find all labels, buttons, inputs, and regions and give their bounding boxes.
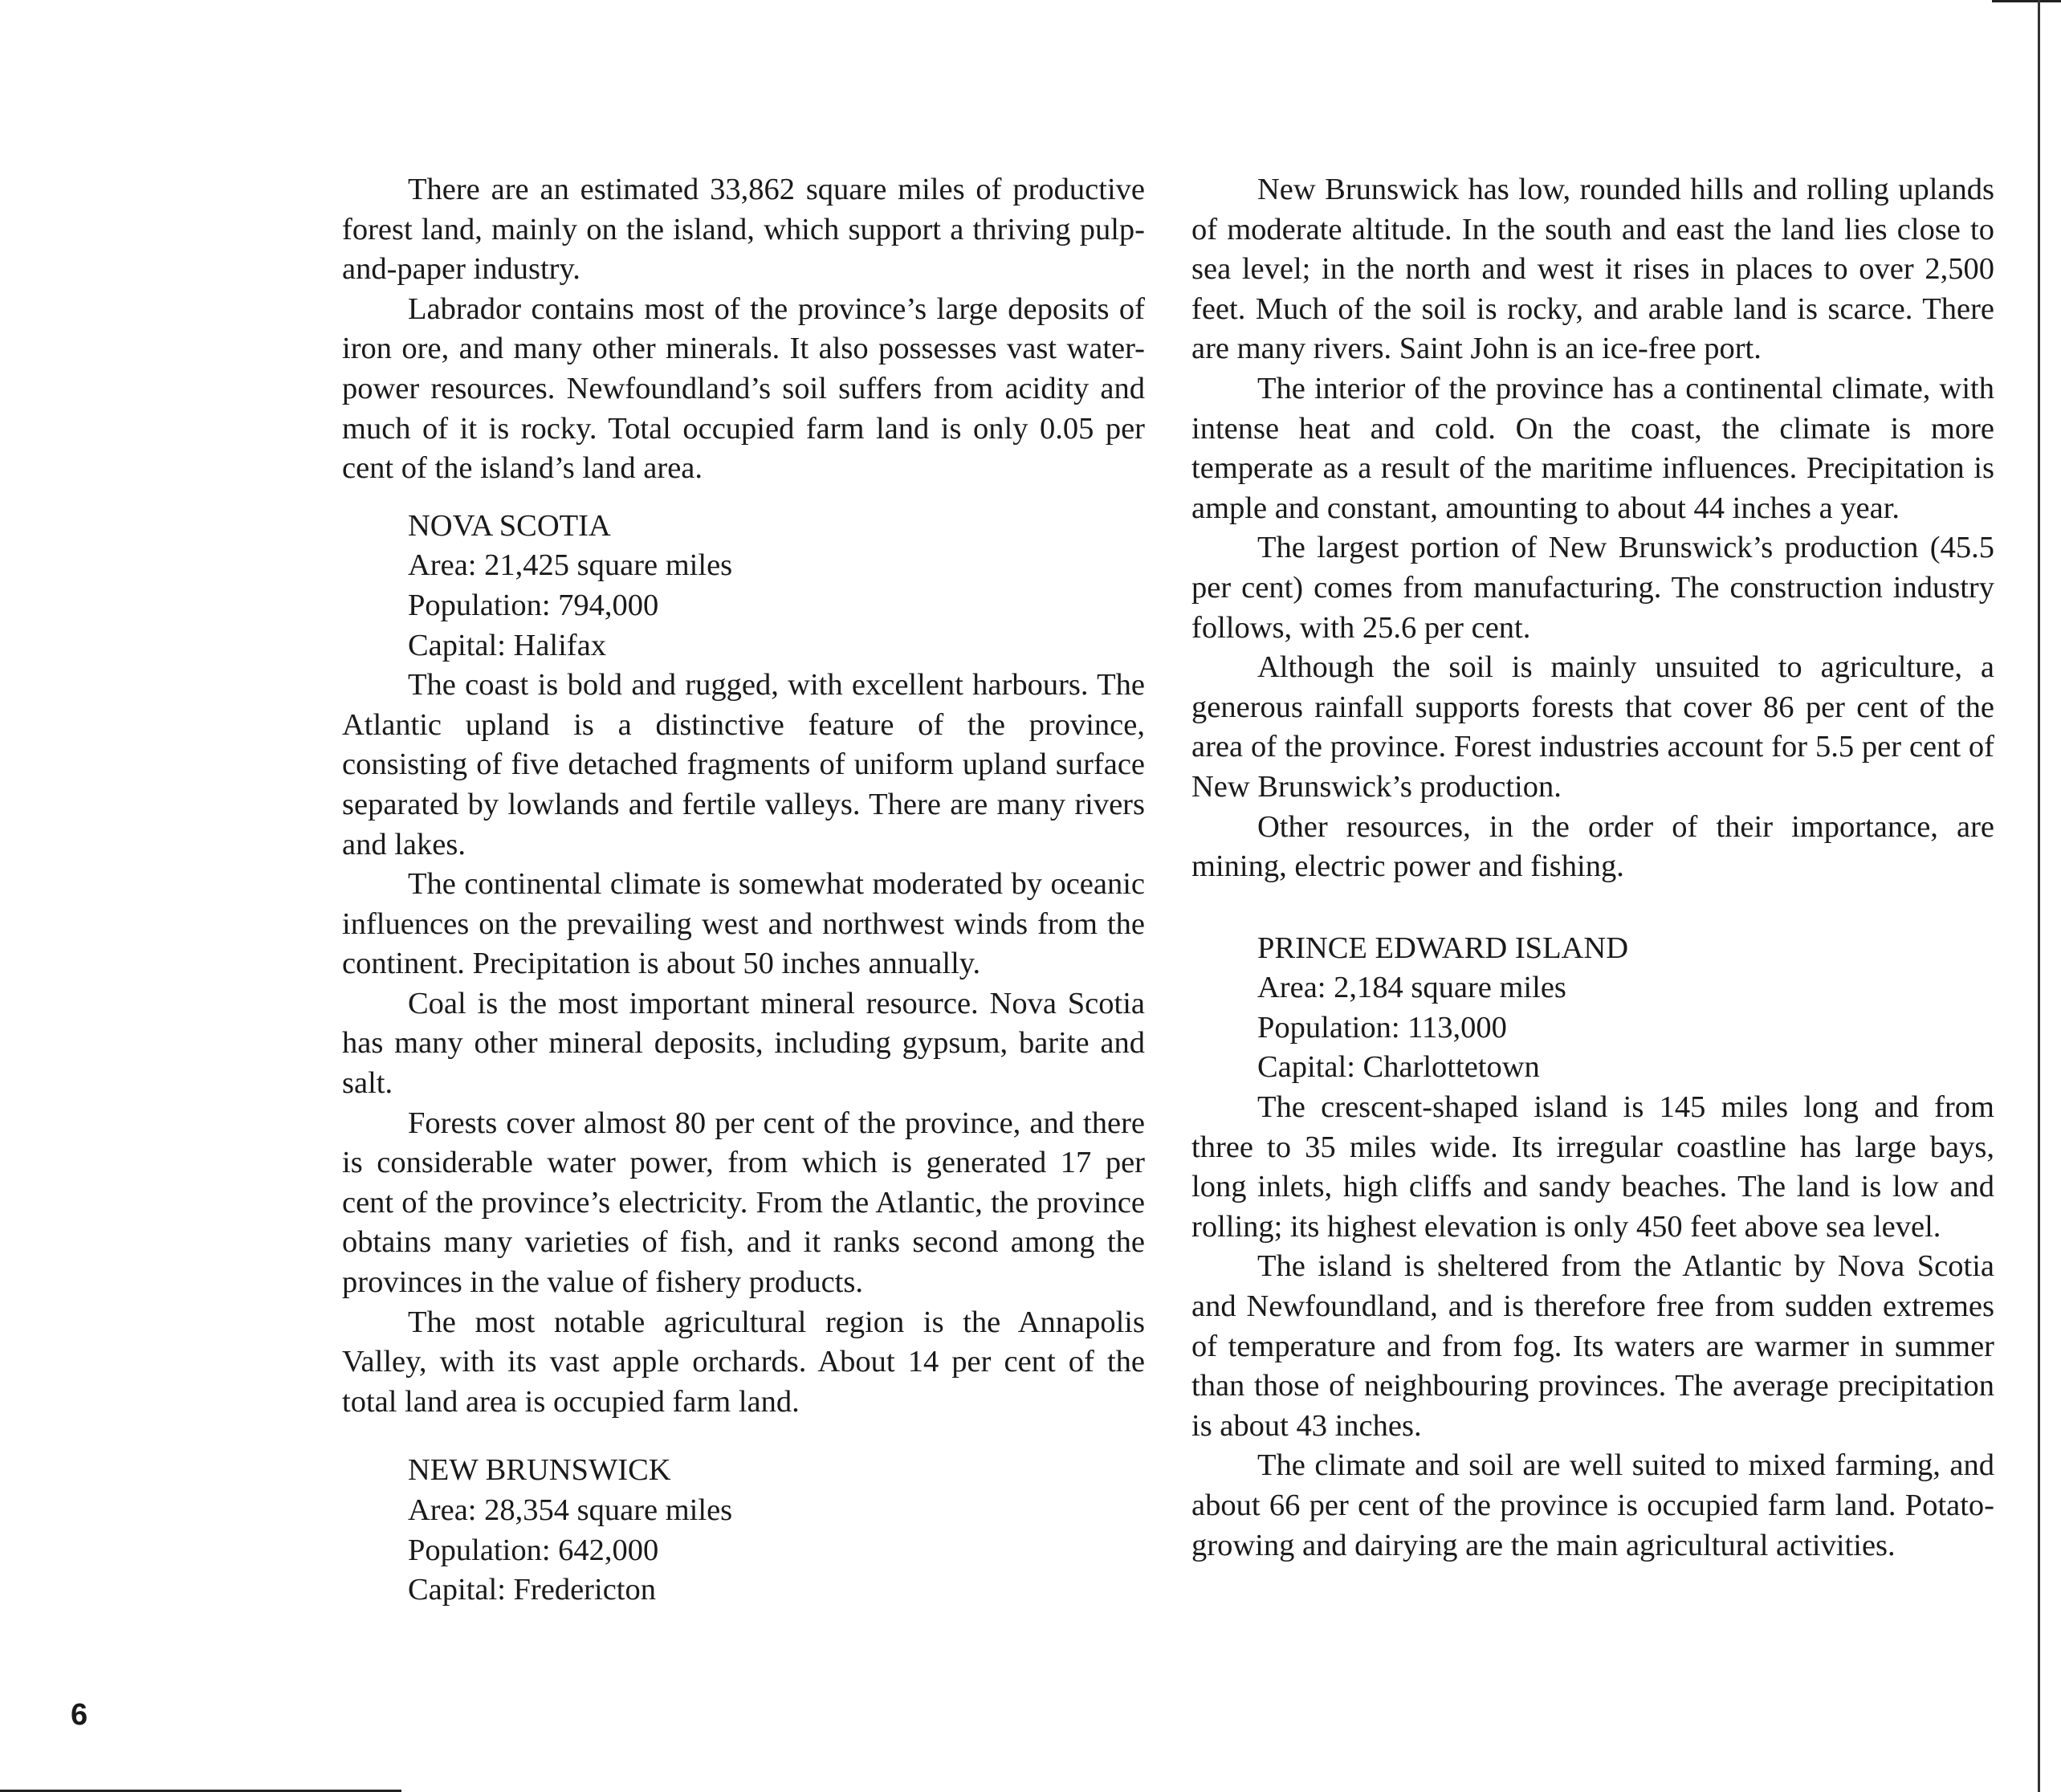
fact-area: Area: 2,184 square miles — [1257, 971, 1566, 1005]
paragraph: The most notable agricultural region is the Annapolis Valley, with its vast apple orchards. About 14 per cent of the total land area is occupied farm land. — [342, 1305, 1145, 1419]
section-heading-new-brunswick: NEW BRUNSWICK — [408, 1453, 671, 1488]
fact-capital: Capital: Charlottetown — [1257, 1050, 1540, 1085]
paragraph: Labrador contains most of the province’s large deposits of iron ore, and many other minerals. It also possesses vast water-power resources. Newfoundland’s soil suffers from acidity and much of it is rocky. Total occupied farm land is only 0.05 per cent of the island’s land area. — [342, 291, 1145, 486]
paragraph: Forests cover almost 80 per cent of the province, and there is considerable water power, from which is generated 17 per cent of the province’s electricity. From the Atlantic, the province obtains many varieties of fish, and it ranks second among the provinces in the value of fishery products. — [342, 1106, 1145, 1300]
fact-population: Population: 794,000 — [408, 588, 659, 622]
fact-population: Population: 113,000 — [1257, 1010, 1507, 1045]
paragraph: There are an estimated 33,862 square miles of productive forest land, mainly on the island, which support a thriving pulp-and-paper industry. — [342, 173, 1145, 287]
paragraph: New Brunswick has low, rounded hills and rolling uplands of moderate altitude. In the south and east the land lies close to sea level; in the north and west it rises in places to over 2,500 feet. Much of the soil is rocky, and arable land is scarce. There are many rivers. Saint John is an ice-free port. — [1191, 173, 1994, 366]
fact-capital: Capital: Fredericton — [408, 1573, 656, 1607]
fact-area: Area: 28,354 square miles — [408, 1493, 733, 1527]
left-column — [342, 170, 1145, 1611]
page-number: 6 — [71, 1698, 88, 1732]
fact-population: Population: 642,000 — [408, 1533, 659, 1567]
paragraph: The continental climate is somewhat moderated by oceanic influences on the prevailing west and northwest winds from the continent. Precipitation is about 50 inches annually. — [342, 867, 1145, 981]
paragraph: The island is sheltered from the Atlantic by Nova Scotia and Newfoundland, and is therefore free from sudden extremes of temperature and from fog. Its waters are warmer in summer than those of neighbouring provinces. The average precipitation is about 43 inches. — [1191, 1249, 1994, 1443]
paragraph: Although the soil is mainly unsuited to agriculture, a generous rainfall supports forests that cover 86 per cent of the area of the province. Forest industries account for 5.5 per cent of New Brunswick’s production. — [1191, 650, 1994, 804]
paragraph: The interior of the province has a continental climate, with intense heat and cold. On the coast, the climate is more temperate as a result of the maritime influences. Precipitation is ample and constant, amounting to about 44 inches a year. — [1191, 371, 1994, 525]
section-heading-nova-scotia: NOVA SCOTIA — [408, 508, 611, 543]
section-heading-prince-edward-island: PRINCE EDWARD ISLAND — [1257, 931, 1628, 965]
paragraph: The crescent-shaped island is 145 miles long and from three to 35 miles wide. Its irregular coastline has large bays, long inlets, high cliffs and sandy beaches. The land is low and rolling; its highest elevation is only 450 feet above sea level. — [1191, 1090, 1994, 1244]
paragraph: The climate and soil are well suited to mixed farming, and about 66 per cent of the province is occupied farm land. Potato-growing and dairying are the main agricultural activities. — [1191, 1448, 1994, 1562]
paragraph: The largest portion of New Brunswick’s production (45.5 per cent) comes from manufacturing. The construction industry follows, with 25.6 per cent. — [1191, 531, 1994, 645]
paragraph: The coast is bold and rugged, with excellent harbours. The Atlantic upland is a distinctive feature of the province, consisting of five detached fragments of uniform upland surface separated by lowlands and fertile valleys. There are many rivers and lakes. — [342, 668, 1145, 861]
scan-edge-top-rule — [1992, 0, 2061, 2]
scan-edge-right-rule — [2038, 0, 2040, 1792]
right-column — [1191, 170, 1994, 1566]
fact-area: Area: 21,425 square miles — [408, 548, 733, 583]
fact-capital: Capital: Halifax — [408, 628, 606, 662]
paragraph: Other resources, in the order of their importance, are mining, electric power and fishing. — [1191, 809, 1994, 884]
paragraph: Coal is the most important mineral resource. Nova Scotia has many other mineral deposits, including gypsum, barite and salt. — [342, 986, 1145, 1101]
